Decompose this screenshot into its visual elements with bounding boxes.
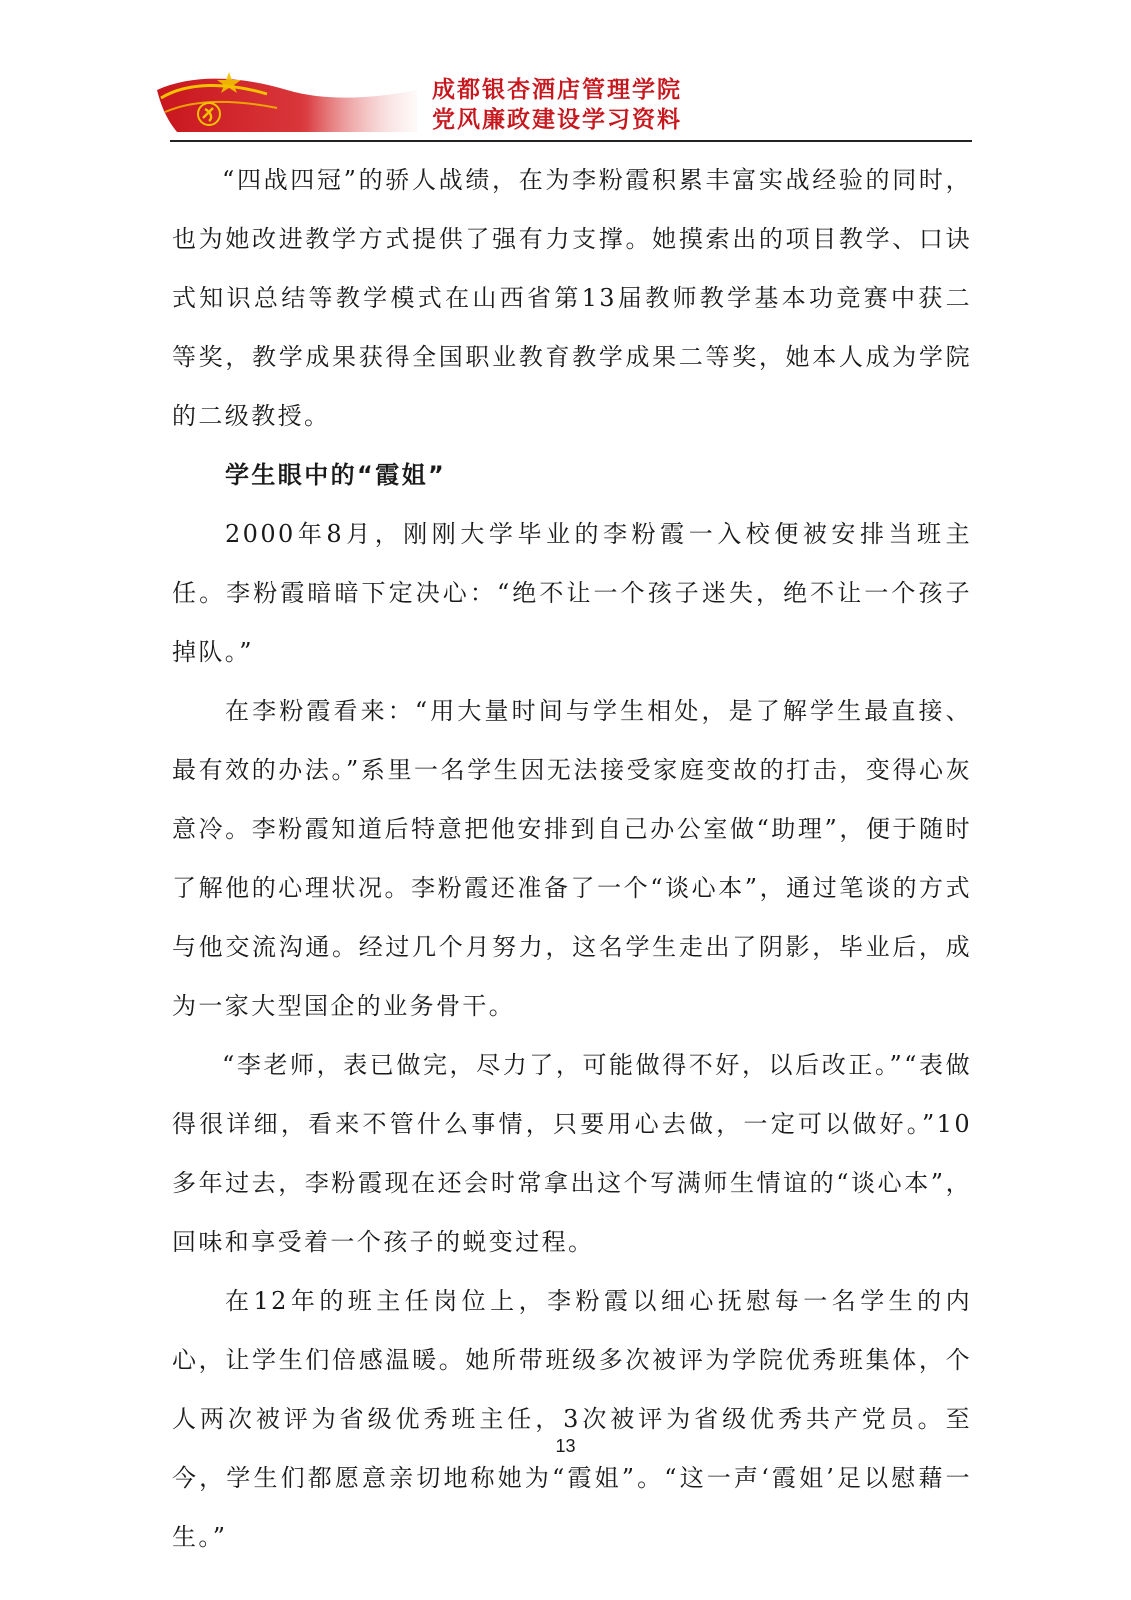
paragraph: 2000年8月，刚刚大学毕业的李粉霞一入校便被安排当班主任。李粉霞暗暗下定决心：“绝不让一个孩子迷失，绝不让一个孩子掉队。”: [172, 520, 972, 666]
paragraph: “四战四冠”的骄人战绩，在为李粉霞积累丰富实战经验的同时，也为她改进教学方式提供了强有力支撑。她摸索出的项目教学、口诀式知识总结等教学模式在山西省第13届教师教学基本功竞赛中获二等奖，教学成果获得全国职业教育教学成果二等奖，她本人成为学院的二级教授。: [172, 166, 972, 430]
header-title: [432, 75, 682, 135]
paragraph: 在李粉霞看来：“用大量时间与学生相处，是了解学生最直接、最有效的办法。”系里一名学生因无法接受家庭变故的打击，变得心灰意冷。李粉霞知道后特意把他安排到自己办公室做“助理”，便于随时了解他的心理状况。李粉霞还准备了一个“谈心本”，通过笔谈的方式与他交流沟通。经过几个月努力，这名学生走出了阴影，毕业后，成为一家大型国企的业务骨干。: [172, 697, 972, 1020]
header-title-line1: 成都银杏酒店管理学院: [432, 77, 682, 103]
page-header: [157, 68, 972, 140]
party-emblem-icon: [157, 68, 417, 132]
page-number: 13: [555, 1436, 576, 1456]
section-heading: 学生眼中的“霞姐”: [225, 461, 447, 489]
header-divider: [170, 140, 972, 142]
paragraph: 在12年的班主任岗位上，李粉霞以细心抚慰每一名学生的内心，让学生们倍感温暖。她所带班级多次被评为学院优秀班集体，个人两次被评为省级优秀班主任，3次被评为省级优秀共产党员。至今，学生们都愿意亲切地称她为“霞姐”。“这一声‘霞姐’足以慰藉一生。”: [172, 1287, 972, 1551]
paragraph: “李老师，表已做完，尽力了，可能做得不好，以后改正。”“表做得很详细，看来不管什么事情，只要用心去做，一定可以做好。”10多年过去，李粉霞现在还会时常拿出这个写满师生情谊的“谈心本”，回味和享受着一个孩子的蜕变过程。: [172, 1051, 972, 1256]
header-title-line2: 党风廉政建设学习资料: [432, 107, 682, 133]
article-body: [172, 151, 972, 1567]
